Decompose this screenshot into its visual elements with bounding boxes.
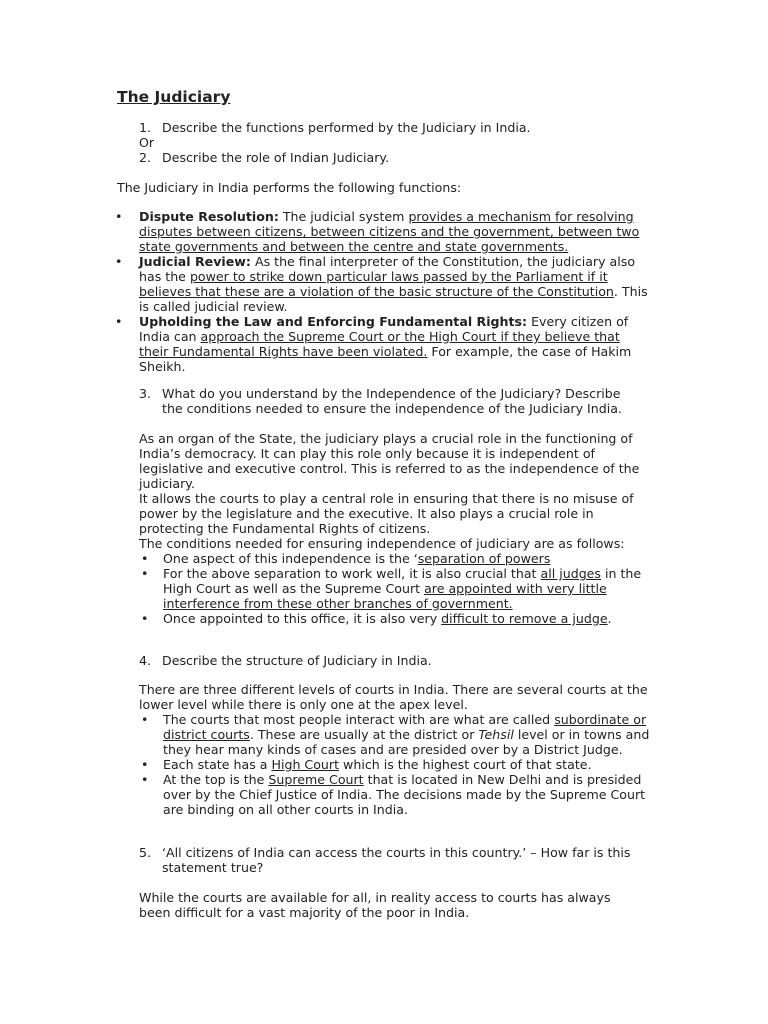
question-2 — [139, 150, 679, 165]
functions-intro: The Judiciary in India performs the following functions: — [117, 180, 462, 195]
function-tail: . This is called judicial review. — [139, 284, 648, 314]
courts-list — [139, 712, 653, 817]
function-label: Upholding the Law and Enforcing Fundamental Rights: — [139, 314, 528, 329]
question-5-number: 5. — [139, 845, 152, 860]
question-1 — [139, 120, 679, 135]
function-underlined: provides a mechanism for resolving disputes between citizens, between citizens and the government, between two state governments and between the centre and state governments. — [139, 209, 640, 254]
conditions-list — [139, 551, 653, 626]
list-item: • At the top is the Supreme Court that is located in New Delhi and is presided over by the Chief Justice of India. The decisions made by the Supreme Court are binding on all other courts in India. — [139, 772, 653, 817]
answer-paragraph: While the courts are available for all, in reality access to courts has always been difficult for a vast majority of the poor in India. — [139, 890, 611, 920]
list-item: • For the above separation to work well, it is also crucial that all judges in the High Court as well as the Supreme Court are appointed with very little interference from these other branches of government. — [139, 566, 653, 611]
list-item — [117, 254, 653, 314]
question-2-number: 2. — [139, 150, 152, 165]
function-underlined: approach the Supreme Court or the High Court if they believe that their Fundamental Rights have been violated. — [139, 329, 620, 359]
function-label: Judicial Review: — [139, 254, 251, 269]
or-label: Or — [139, 135, 155, 150]
list-item: • One aspect of this independence is the ‘separation of powers — [139, 551, 653, 566]
question-3-answer — [139, 431, 653, 626]
question-1-number: 1. — [139, 120, 152, 135]
list-item: • The courts that most people interact with are what are called subordinate or district courts. These are usually at the district or Tehsil level or in towns and they hear many kinds of cases and are presided over by a District Judge. — [139, 712, 653, 757]
question-3-number: 3. — [139, 386, 152, 401]
question-3-text: What do you understand by the Independence of the Judiciary? Describe the conditions needed to ensure the independence of the Judiciary India. — [162, 386, 622, 416]
function-tail: For example, the case of Hakim Sheikh. — [139, 344, 632, 374]
functions-list — [117, 209, 653, 374]
function-text: The judicial system — [278, 209, 409, 224]
question-5-answer — [139, 890, 639, 920]
answer-paragraph: The conditions needed for ensuring independence of judiciary are as follows: — [139, 536, 625, 551]
question-4 — [139, 653, 639, 668]
question-2-text: Describe the role of Indian Judiciary. — [162, 150, 390, 165]
list-item: • Each state has a High Court which is the highest court of that state. — [139, 757, 653, 772]
page-title: The Judiciary — [117, 88, 231, 106]
question-5-text: ‘All citizens of India can access the courts in this country.’ – How far is this statement true? — [162, 845, 631, 875]
list-item — [117, 209, 653, 254]
list-item: • Once appointed to this office, it is also very difficult to remove a judge. — [139, 611, 653, 626]
question-4-number: 4. — [139, 653, 152, 668]
list-item — [117, 314, 653, 374]
question-4-answer — [139, 682, 653, 817]
question-4-text: Describe the structure of Judiciary in India. — [162, 653, 432, 668]
answer-paragraph: There are three different levels of courts in India. There are several courts at the lower level while there is only one at the apex level. — [139, 682, 648, 712]
question-1-text: Describe the functions performed by the Judiciary in India. — [162, 120, 531, 135]
question-3 — [139, 386, 639, 416]
intro-questions — [139, 120, 679, 165]
function-text: Every citizen of India can — [139, 314, 629, 344]
question-5 — [139, 845, 653, 875]
function-label: Dispute Resolution: — [139, 209, 279, 224]
answer-paragraph: As an organ of the State, the judiciary plays a crucial role in the functioning of India’s democracy. It can play this role only because it is independent of legislative and executive control. This is referred to as the independence of the judiciary. — [139, 431, 640, 491]
answer-paragraph: It allows the courts to play a central role in ensuring that there is no misuse of power by the legislature and the executive. It also plays a crucial role in protecting the Fundamental Rights of citizens. — [139, 491, 634, 536]
function-text: As the final interpreter of the Constitution, the judiciary also has the — [139, 254, 636, 284]
function-underlined: power to strike down particular laws passed by the Parliament if it believes that these are a violation of the basic structure of the Constitution — [139, 269, 614, 299]
